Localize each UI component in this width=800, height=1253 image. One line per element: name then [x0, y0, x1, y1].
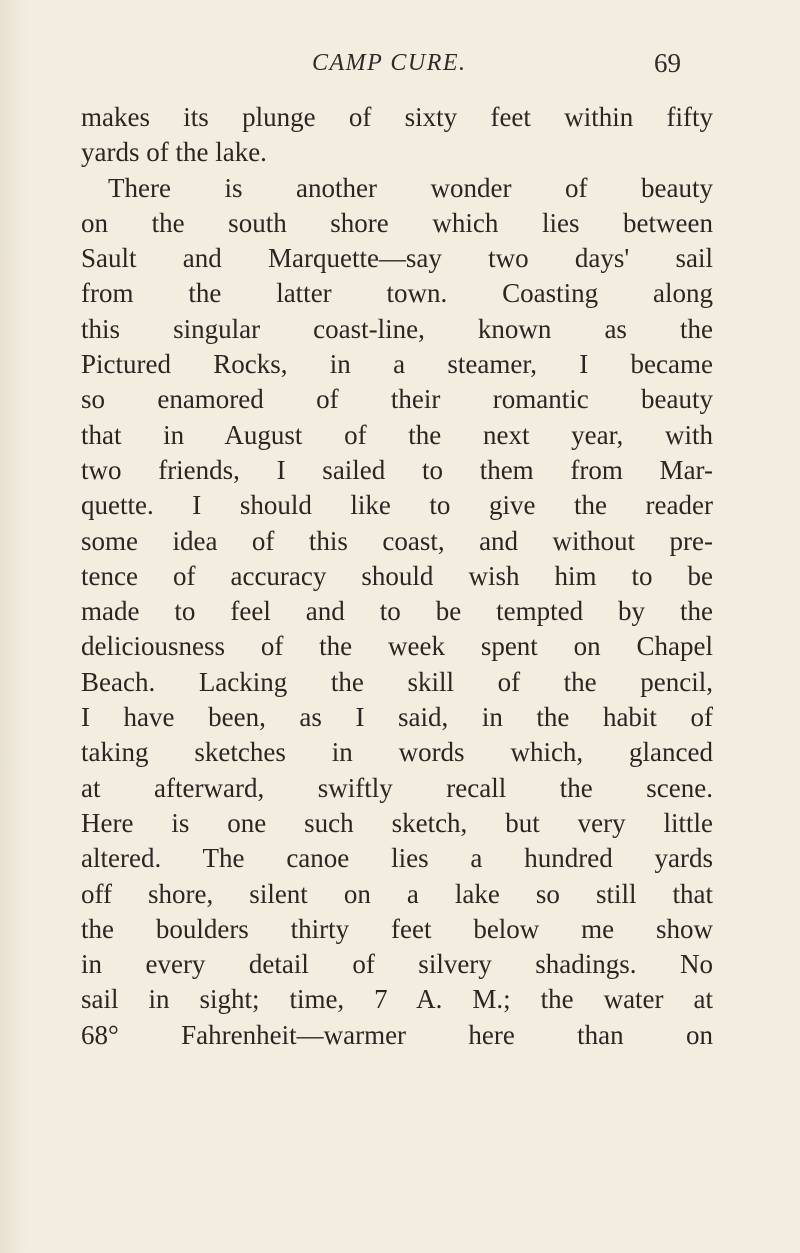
- running-head: [0, 50, 800, 80]
- body-text: [81, 100, 713, 1053]
- text-line: so enamored of their romantic beauty: [81, 384, 713, 415]
- text-line: tence of accuracy should wish him to be: [81, 560, 713, 591]
- text-line: at afterward, swiftly recall the scene.: [81, 772, 713, 803]
- text-line: 68° Fahrenheit—warmer here than on: [81, 1019, 713, 1050]
- text-line: Beach. Lacking the skill of the pencil,: [81, 666, 713, 697]
- text-line: quette. I should like to give the reader: [81, 490, 713, 521]
- text-line: taking sketches in words which, glanced: [81, 737, 713, 768]
- text-line: on the south shore which lies between: [81, 207, 713, 238]
- text-line: some idea of this coast, and without pre-: [81, 525, 713, 556]
- text-line: that in August of the next year, with: [81, 419, 713, 450]
- text-line: sail in sight; time, 7 A. M.; the water at: [81, 984, 713, 1015]
- text-line: from the latter town. Coasting along: [81, 278, 713, 309]
- text-line: deliciousness of the week spent on Chapel: [81, 631, 713, 662]
- text-line: the boulders thirty feet below me show: [81, 913, 713, 944]
- page-number: 69: [654, 48, 681, 78]
- text-line: yards of the lake.: [81, 137, 267, 168]
- text-line: made to feel and to be tempted by the: [81, 596, 713, 627]
- text-line: There is another wonder of beauty: [108, 172, 713, 203]
- text-line: makes its plunge of sixty feet within fifty: [81, 102, 713, 132]
- text-line: in every detail of silvery shadings. No: [81, 949, 713, 980]
- text-line: Pictured Rocks, in a steamer, I became: [81, 349, 713, 380]
- text-line: off shore, silent on a lake so still that: [81, 878, 713, 909]
- running-title: CAMP CURE.: [312, 50, 467, 76]
- text-line: I have been, as I said, in the habit of: [81, 702, 713, 733]
- text-line: this singular coast-line, known as the: [81, 313, 713, 344]
- text-line: Here is one such sketch, but very little: [81, 807, 713, 838]
- text-line: altered. The canoe lies a hundred yards: [81, 843, 713, 874]
- text-line: two friends, I sailed to them from Mar-: [81, 454, 713, 485]
- text-line: Sault and Marquette—say two days' sail: [81, 243, 713, 274]
